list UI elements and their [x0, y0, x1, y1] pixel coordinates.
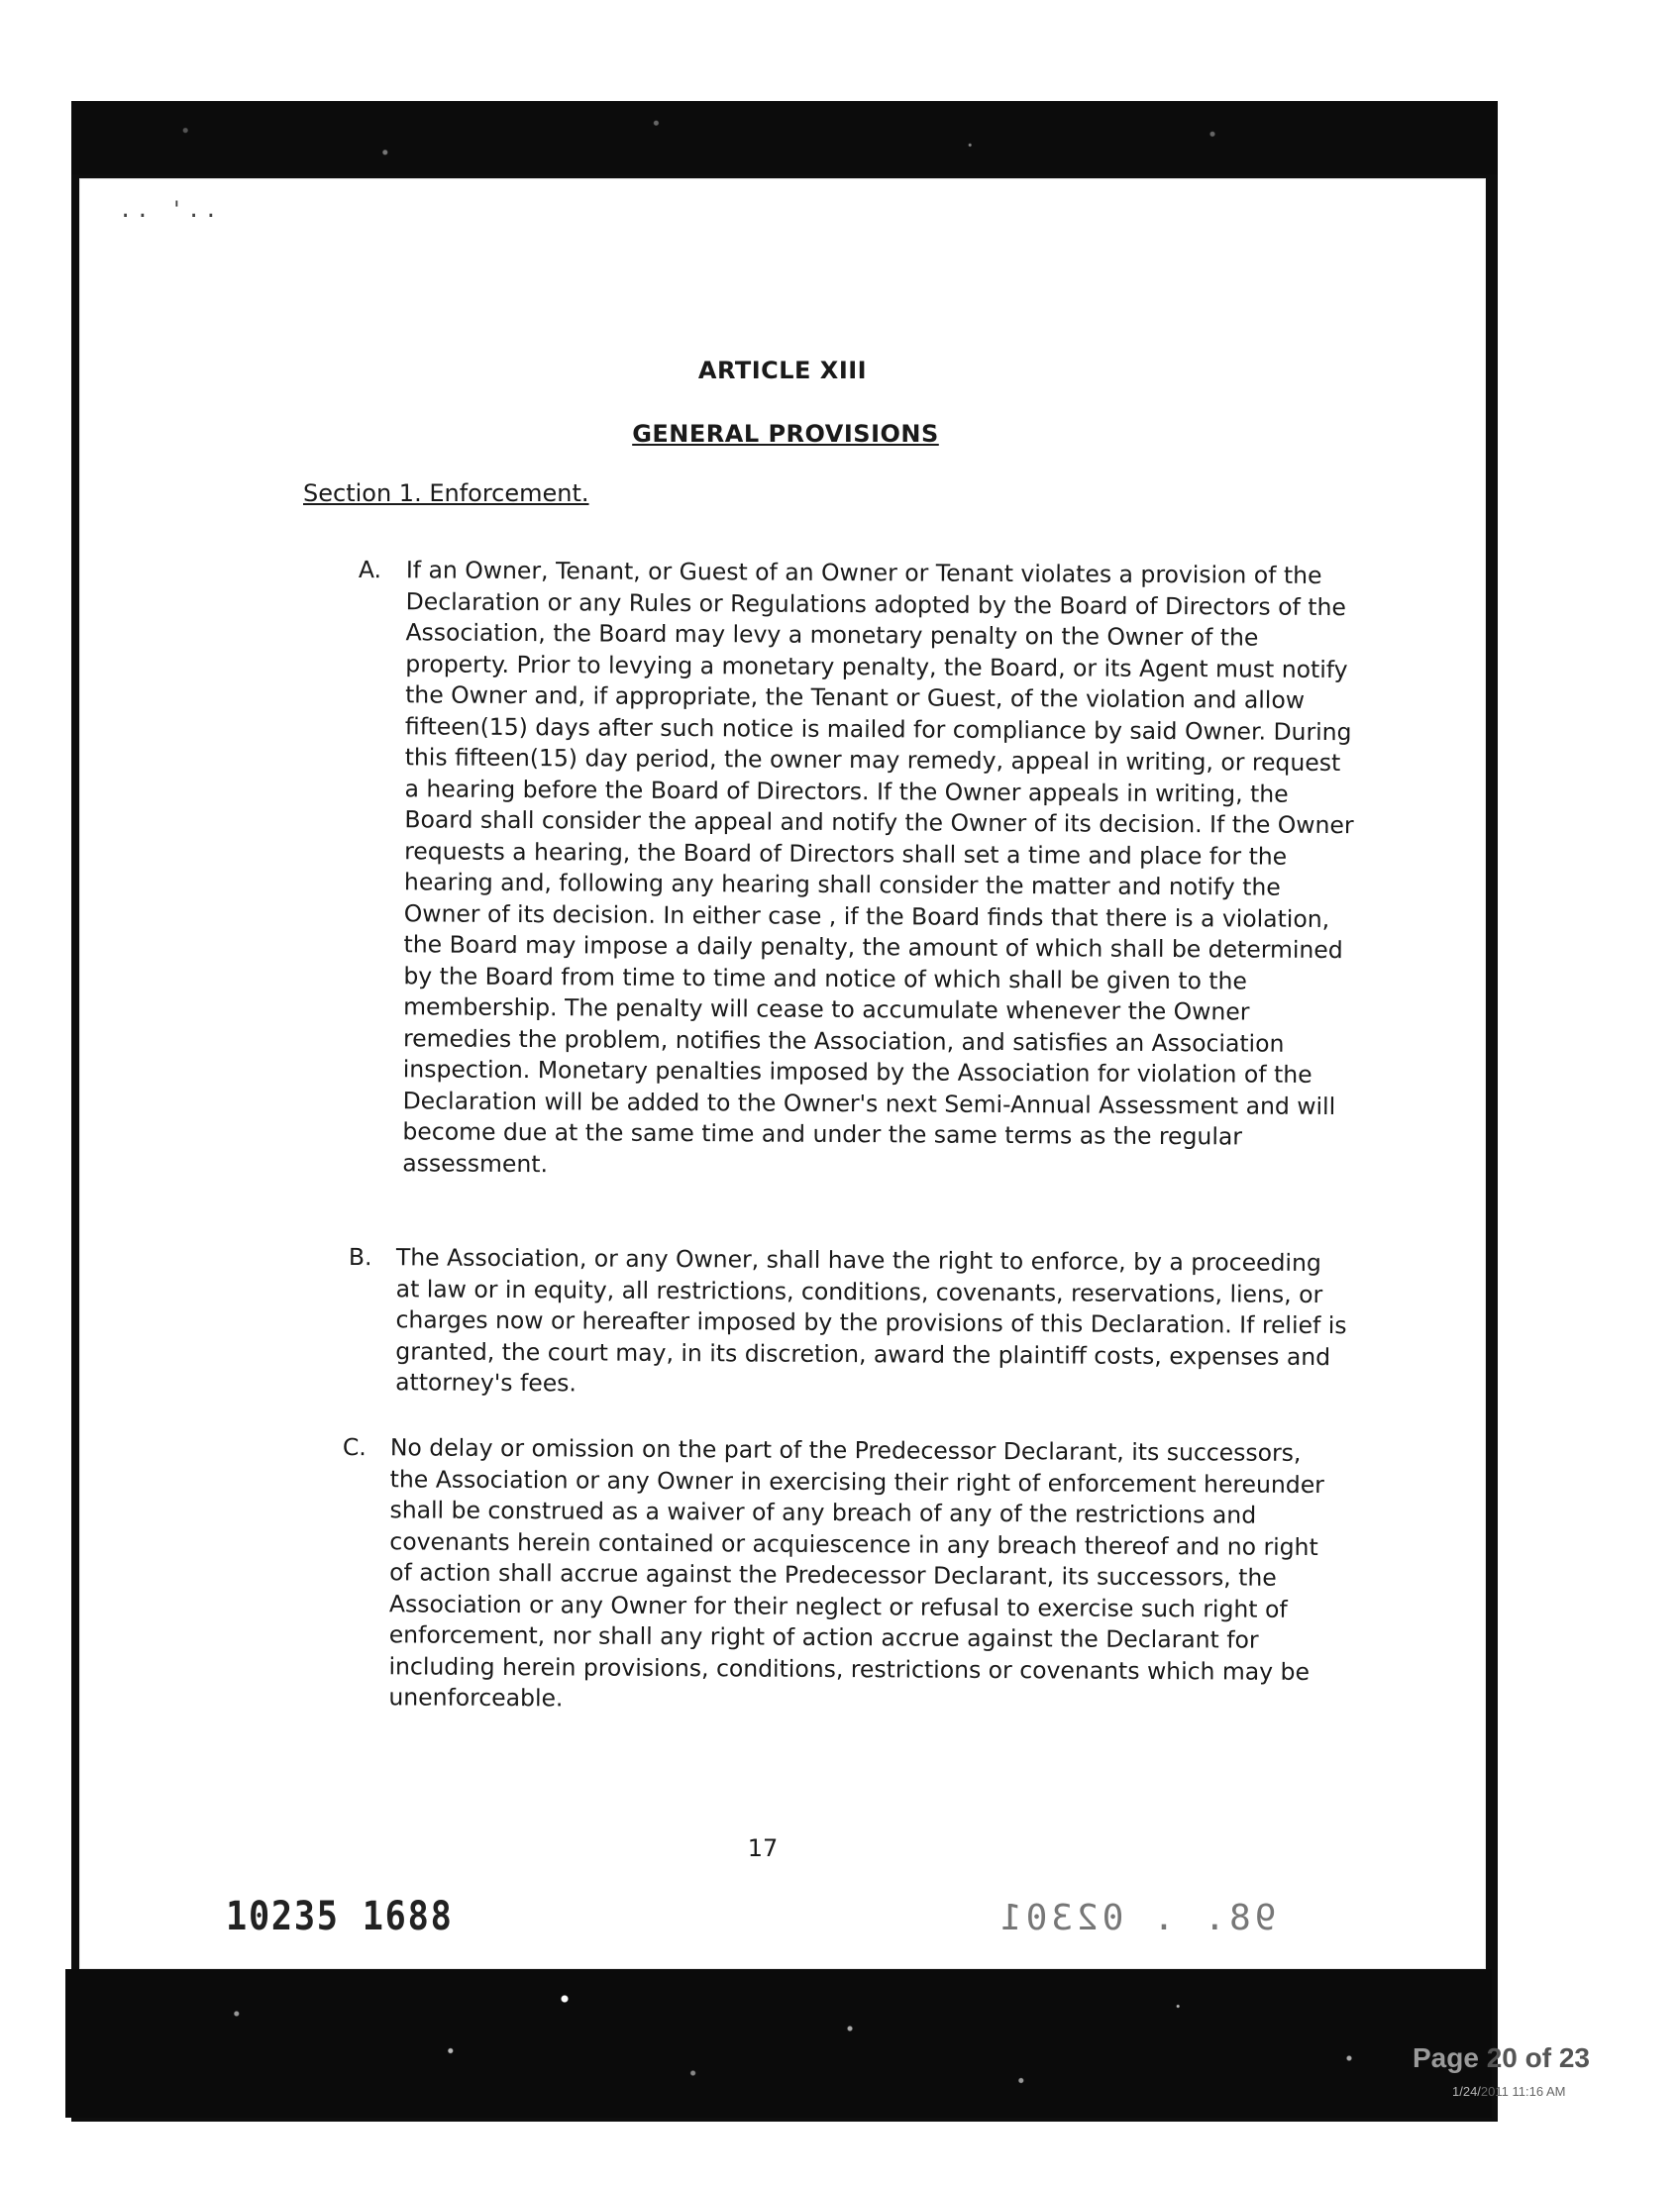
- paragraph-c: [341, 1432, 1343, 1719]
- timestamp-value: 2011 11:16 AM: [1480, 2084, 1566, 2099]
- scan-top-edge: [71, 101, 1498, 174]
- paragraph-b: [348, 1242, 1349, 1405]
- paragraph-marker: B.: [348, 1243, 372, 1272]
- page-counter: [1413, 2042, 1590, 2074]
- paragraph-text: The Association, or any Owner, shall have the right to enforce, by a proceeding at law or in equity, all restrictions, conditions, covenants, reservations, liens, or charges now or hereafter imposed by the provisions of this Declaration. If relief is granted, the court may, in its discretion, award the plaintiff costs, expenses and attorney's fees.: [395, 1243, 1347, 1398]
- page-number: 17: [747, 1834, 779, 1862]
- article-subtitle: GENERAL PROVISIONS: [632, 420, 939, 448]
- paragraph-a: [355, 555, 1359, 1185]
- paragraph-marker: C.: [342, 1433, 367, 1462]
- scan-specks: .. '..: [119, 198, 222, 223]
- page-counter-prefix: Page: [1413, 2042, 1479, 2073]
- paragraph-text: If an Owner, Tenant, or Guest of an Owner or Tenant violates a provision of the Declaration or any Rules or Regulations adopted by the Board of Directors of the Association, the Board may levy a monetary penalty on the Owner of the property. Prior to levying a monetary penalty, the Board, or its Agent must notify the Owner and, if appropriate, the Tenant or Guest, of the violation and allow fifteen(15) days after such notice is mailed for compliance by said Owner. During this fifteen(15) day period, the owner may remedy, appeal in writing, or request a hearing before the Board of Directors. If the Owner appeals in writing, the Board shall consider the appeal and notify the Owner of its decision. If the Owner requests a hearing, the Board of Directors shall set a time and place for the hearing and, following any hearing shall consider the matter and notify the Owner of its decision. In either case , if the Board finds that there is a violation, the Board may impose a daily penalty, the amount of which shall be determined by the Board from time to time and notice of which shall be given to the membership. The penalty will cease to accumulate whenever the Owner remedies the problem, notifies the Association, and satisfies an Association inspection. Monetary penalties imposed by the Association for violation of the Declaration will be added to the Owner's next Semi-Annual Assessment and will become due at the same time and under the same terms as the regular assessment.: [402, 556, 1354, 1178]
- paragraph-text: No delay or omission on the part of the Predecessor Declarant, its successors, the Association or any Owner in exercising their right of enforcement hereunder shall be construed as a waiver of any breach of any of the restrictions and covenants herein contained or acquiescence in any breach thereof and no right of action shall accrue against the Predecessor Declarant, its successors, the Association or any Owner for their neglect or refusal to exercise such right of enforcement, nor shall any right of action accrue against the Declarant for including herein provisions, conditions, restrictions or covenants which may be unenforceable.: [388, 1433, 1324, 1713]
- section-heading: Section 1. Enforcement.: [303, 479, 589, 507]
- article-title: ARTICLE XIII: [697, 357, 868, 384]
- mirrored-stamp: 98. . 02301: [997, 1898, 1277, 1938]
- timestamp-prefix: 1/24/: [1452, 2084, 1481, 2099]
- page-counter-value: 20 of 23: [1486, 2042, 1590, 2073]
- paragraph-marker: A.: [358, 556, 382, 584]
- scan-bottom-edge: [65, 1969, 1492, 2118]
- print-timestamp: [1452, 2084, 1565, 2099]
- recording-number: 10235 1688: [226, 1894, 454, 1939]
